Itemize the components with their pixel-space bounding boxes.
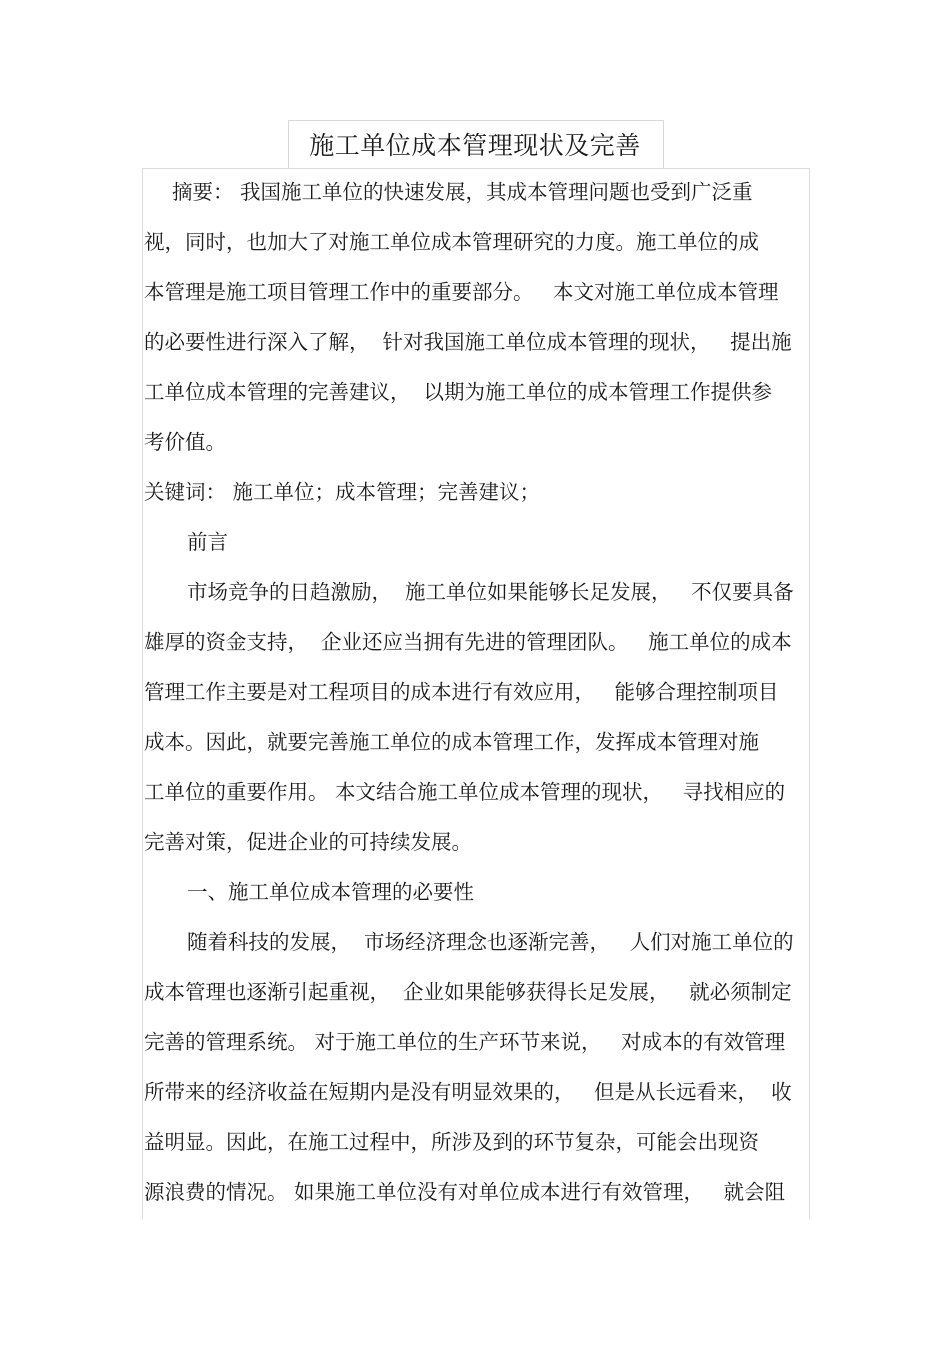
paragraph-line: 雄厚的资金支持， 企业还应当拥有先进的管理团队。 施工单位的成本 (144, 630, 792, 654)
abstract-line: 本管理是施工项目管理工作中的重要部分。 本文对施工单位成本管理 (144, 280, 779, 304)
paragraph-line: 所带来的经济收益在短期内是没有明显效果的， 但是从长远看来， 收 (144, 1080, 792, 1104)
keywords-line: 关键词： 施工单位；成本管理；完善建议； (144, 480, 541, 504)
paragraph-line: 益明显。因此，在施工过程中，所涉及到的环节复杂，可能会出现资 (144, 1130, 759, 1154)
abstract-line: 视，同时，也加大了对施工单位成本管理研究的力度。施工单位的成 (144, 230, 759, 254)
section-heading-preface: 前言 (187, 530, 228, 554)
paragraph-line: 成本。因此，就要完善施工单位的成本管理工作，发挥成本管理对施 (144, 730, 759, 754)
paragraph-line: 工单位的重要作用。 本文结合施工单位成本管理的现状， 寻找相应的 (144, 780, 786, 804)
abstract-line: 考价值。 (144, 430, 226, 454)
paragraph-line: 成本管理也逐渐引起重视， 企业如果能够获得长足发展， 就必须制定 (144, 980, 792, 1004)
paragraph-line: 完善对策，促进企业的可持续发展。 (144, 830, 472, 854)
paragraph-line: 市场竞争的日趋激励， 施工单位如果能够长足发展， 不仅要具备 (187, 580, 794, 604)
abstract-line: 摘要： 我国施工单位的快速发展，其成本管理问题也受到广泛重 (172, 180, 753, 204)
abstract-line: 工单位成本管理的完善建议， 以期为施工单位的成本管理工作提供参 (144, 380, 773, 404)
abstract-line: 的必要性进行深入了解， 针对我国施工单位成本管理的现状， 提出施 (144, 330, 792, 354)
document-title: 施工单位成本管理现状及完善 (309, 131, 641, 160)
paragraph-line: 完善的管理系统。 对于施工单位的生产环节来说， 对成本的有效管理 (144, 1030, 786, 1054)
paragraph-line: 管理工作主要是对工程项目的成本进行有效应用， 能够合理控制项目 (144, 680, 779, 704)
paragraph-line: 随着科技的发展， 市场经济理念也逐渐完善， 人们对施工单位的 (187, 930, 794, 954)
section-heading-1: 一、施工单位成本管理的必要性 (187, 880, 474, 904)
paragraph-line: 源浪费的情况。 如果施工单位没有对单位成本进行有效管理， 就会阻 (144, 1180, 786, 1204)
